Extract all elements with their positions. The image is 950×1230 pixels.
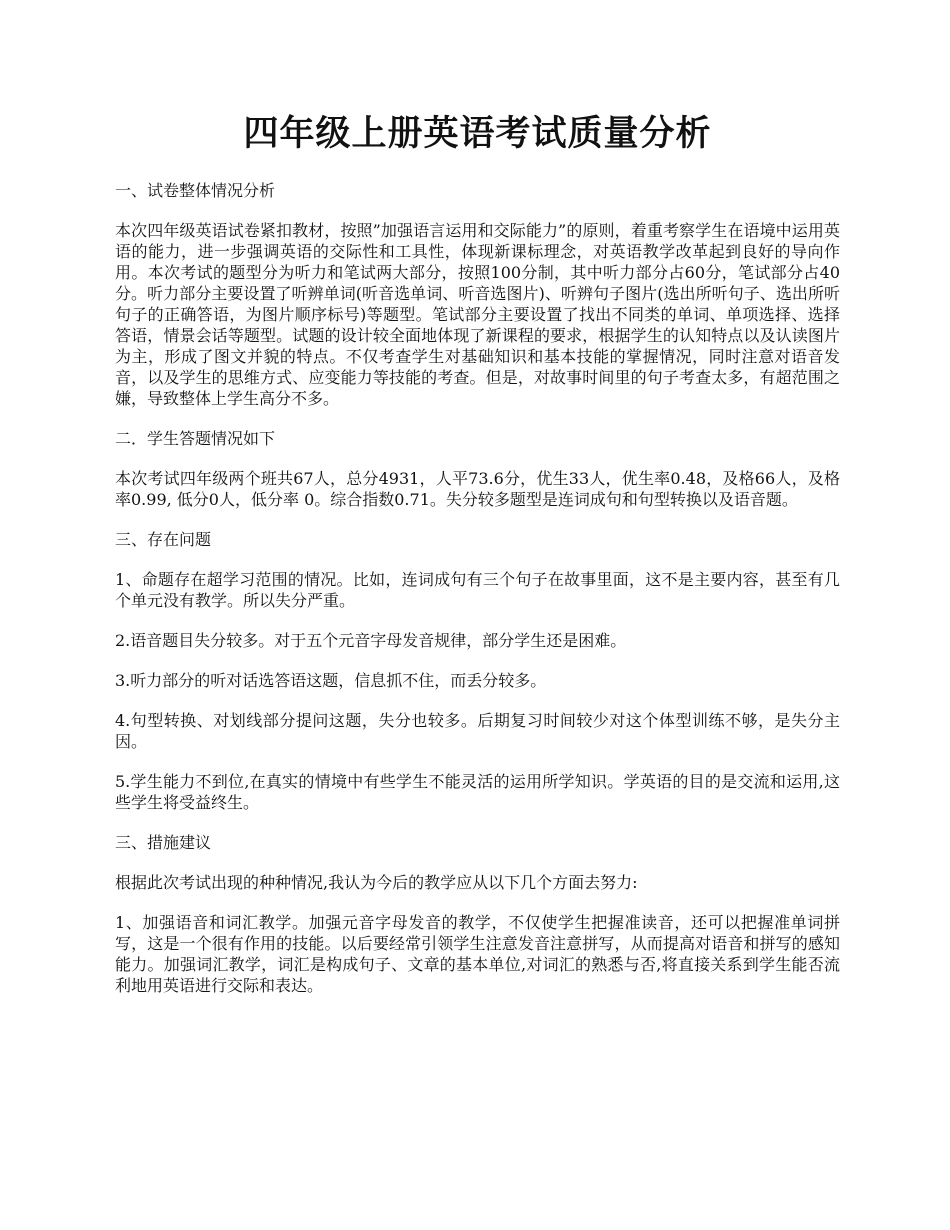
section-suggestions bbox=[115, 832, 840, 996]
section-student-performance bbox=[115, 428, 840, 510]
paragraph: 5.学生能力不到位,在真实的情境中有些学生不能灵活的运用所学知识。学英语的目的是交流和运用,这些学生将受益终生。 bbox=[115, 772, 840, 812]
section-problems bbox=[115, 529, 840, 813]
paragraph: 1、命题存在超学习范围的情况。比如，连词成句有三个句子在故事里面，这不是主要内容，甚至有几个单元没有教学。所以失分严重。 bbox=[115, 570, 840, 610]
paragraph: 根据此次考试出现的种种情况,我认为今后的教学应从以下几个方面去努力: bbox=[115, 873, 638, 892]
paragraph: 4.句型转换、对划线部分提问这题，失分也较多。后期复习时间较少对这个体型训练不够，是失分主因。 bbox=[115, 711, 840, 751]
section-overview bbox=[115, 180, 840, 409]
section-heading: 三、存在问题 bbox=[115, 530, 212, 549]
section-heading: 一、试卷整体情况分析 bbox=[115, 181, 276, 200]
paragraph: 本次四年级英语试卷紧扣教材，按照”加强语言运用和交际能力”的原则，着重考察学生在语境中运用英语的能力，进一步强调英语的交际性和工具性，体现新课标理念，对英语教学改革起到良好的导向作用。本次考试的题型分为听力和笔试两大部分，按照100分制，其中听力部分占60分，笔试部分占40分。听力部分主要设置了听辨单词(听音选单词、听音选图片)、听辨句子图片(选出所听句子、选出所听句子的正确答语，为图片顺序标号)等题型。笔试部分主要设置了找出不同类的单词、单项选择、选择答语，情景会话等题型。试题的设计较全面地体现了新课程的要求，根据学生的认知特点以及认读图片为主，形成了图文并貌的特点。不仅考查学生对基础知识和基本技能的掌握情况，同时注意对语音发音，以及学生的思维方式、应变能力等技能的考查。但是，对故事时间里的句子考查太多，有超范围之嫌，导致整体上学生高分不多。 bbox=[115, 221, 840, 408]
paragraph: 本次考试四年级两个班共67人，总分4931，人平73.6分，优生33人，优生率0.48，及格66人，及格率0.99, 低分0人，低分率 0。综合指数0.71。失分较多题型是连词成句和句型转换以及语音题。 bbox=[115, 469, 840, 509]
document-title: 四年级上册英语考试质量分析 bbox=[243, 113, 712, 154]
paragraph: 2.语音题目失分较多。对于五个元音字母发音规律，部分学生还是困难。 bbox=[115, 631, 627, 650]
paragraph: 1、加强语音和词汇教学。加强元音字母发音的教学，不仅使学生把握准读音，还可以把握准单词拼写，这是一个很有作用的技能。以后要经常引领学生注意发音注意拼写，从而提高对语音和拼写的感知能力。加强词汇教学，词汇是构成句子、文章的基本单位,对词汇的熟悉与否,将直接关系到学生能否流利地用英语进行交际和表达。 bbox=[115, 913, 840, 995]
paragraph: 3.听力部分的听对话选答语这题，信息抓不住，而丢分较多。 bbox=[115, 671, 547, 690]
section-heading: 二．学生答题情况如下 bbox=[115, 429, 276, 448]
document-page bbox=[115, 110, 840, 1015]
section-heading: 三、措施建议 bbox=[115, 833, 212, 852]
